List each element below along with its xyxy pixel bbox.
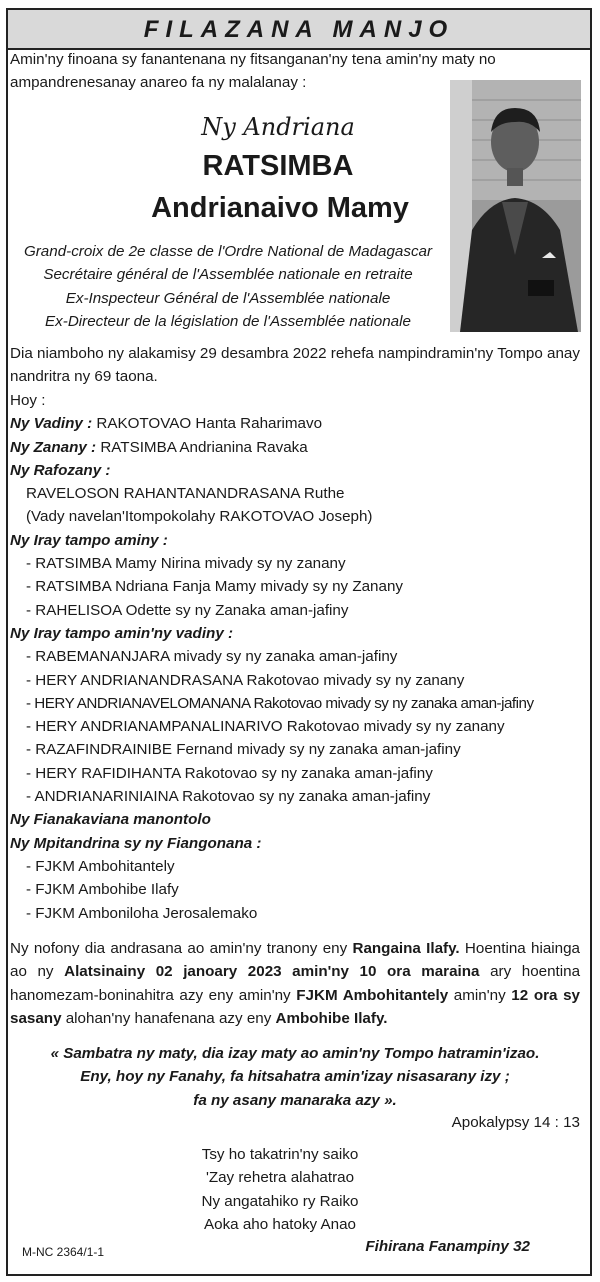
bible-quote bbox=[10, 1042, 580, 1112]
spouse-sibling-line: - HERY ANDRIANANDRASANA Rakotovao mivady sy ny zanany bbox=[26, 671, 465, 689]
verse-line: 'Zay rehetra alahatrao bbox=[205, 1169, 355, 1187]
spouse-row bbox=[10, 412, 580, 435]
child-row bbox=[10, 436, 580, 459]
whole-family-label: Ny Fianakaviana manontolo bbox=[10, 811, 211, 829]
hymn-verse bbox=[180, 1143, 380, 1236]
church-line: - FJKM Ambohibe Ilafy bbox=[26, 881, 179, 899]
siblings-label: Ny Iray tampo aminy : bbox=[10, 531, 168, 549]
spouse-sibling-line: - RAZAFINDRAINIBE Fernand mivady sy ny zanaka aman-jafiny bbox=[26, 741, 461, 759]
spouse-label: Ny Vadiny : bbox=[10, 415, 93, 433]
spouse-siblings-label: Ny Iray tampo amin'ny vadiny : bbox=[10, 624, 234, 642]
funeral-church: FJKM Ambohitantely bbox=[296, 986, 449, 1004]
spouse-sibling-line: - HERY ANDRIANAMPANALINARIVO Rakotovao mivady sy ny zanany bbox=[26, 718, 505, 736]
sibling-line: - RATSIMBA Mamy Nirina mivady sy ny zanany bbox=[26, 555, 346, 573]
inlaws-label: Ny Rafozany : bbox=[10, 461, 111, 479]
title-line: Ex-Inspecteur Général de l'Assemblée nationale bbox=[65, 289, 391, 307]
funeral-text: alohan'ny hanafenana azy eny bbox=[61, 1009, 276, 1027]
funeral-location: Rangaina Ilafy. bbox=[352, 940, 460, 957]
spouse-sibling-line: - RABEMANANJARA mivady sy ny zanaka aman-jafiny bbox=[26, 648, 398, 666]
sibling-line: - RAHELISOA Odette sy ny Zanaka aman-jafiny bbox=[26, 601, 349, 619]
hymn-reference: Fihirana Fanampiny 32 bbox=[365, 1238, 530, 1255]
church-line: - FJKM Ambohitantely bbox=[26, 857, 175, 875]
title-line: Secrétaire général de l'Assemblée nationale en retraite bbox=[43, 266, 413, 284]
sibling-line: - RATSIMBA Ndriana Fanja Mamy mivady sy ny Zanany bbox=[26, 578, 403, 596]
pastors-label: Ny Mpitandrina sy ny Fiangonana : bbox=[10, 834, 262, 852]
ad-code: M-NC 2364/1-1 bbox=[22, 1245, 105, 1259]
spouse-sibling-line: - HERY RAFIDIHANTA Rakotovao sy ny zanaka aman-jafiny bbox=[26, 764, 433, 782]
portrait-image bbox=[450, 80, 581, 332]
deceased-honorific: Ny Andriana bbox=[201, 113, 355, 141]
title-line: Ex-Directeur de la législation de l'Assemblée nationale bbox=[45, 312, 411, 330]
hoy-label: Hoy : bbox=[10, 392, 46, 409]
quote-line: fa ny asany manaraka azy ». bbox=[193, 1091, 397, 1109]
notice-header: FILAZANA MANJO bbox=[8, 10, 590, 50]
funeral-text: Hoentina hiainga ao ny bbox=[10, 940, 580, 981]
funeral-text: ary hoentina hanomezam-boninahitra azy eny amin'ny bbox=[10, 963, 581, 1004]
funeral-text: amin'ny bbox=[448, 986, 512, 1004]
deceased-given-names: Andrianaivo Mamy bbox=[151, 192, 409, 224]
title-line: Grand-croix de 2e classe de l'Ordre National de Madagascar bbox=[23, 243, 433, 260]
bible-reference: Apokalypsy 14 : 13 bbox=[451, 1114, 580, 1131]
funeral-date: Alatsinainy 02 janoary 2023 amin'ny 10 ora maraina bbox=[64, 963, 480, 981]
spouse-name: RAKOTOVAO Hanta Raharimavo bbox=[96, 415, 323, 433]
church-line: - FJKM Amboniloha Jerosalemako bbox=[26, 904, 258, 922]
burial-place: Ambohibe Ilafy. bbox=[275, 1009, 388, 1027]
quote-line: Eny, hoy ny Fanahy, fa hitsahatra amin'izay nisasarany izy ; bbox=[80, 1068, 510, 1086]
verse-line: Ny angatahiko ry Raiko bbox=[201, 1192, 359, 1210]
child-label: Ny Zanany : bbox=[10, 438, 97, 456]
child-name: RATSIMBA Andrianina Ravaka bbox=[100, 438, 308, 456]
inlaw-line: (Vady navelan'Itompokolahy RAKOTOVAO Joseph) bbox=[26, 508, 373, 526]
inlaw-line: RAVELOSON RAHANTANANDRASANA Ruthe bbox=[26, 485, 345, 503]
deceased-titles bbox=[8, 240, 448, 333]
quote-line: « Sambatra ny maty, dia izay maty ao amin'ny Tompo hatramin'izao. bbox=[50, 1045, 540, 1062]
deceased-portrait bbox=[450, 80, 581, 332]
spouse-sibling-line: - HERY ANDRIANAVELOMANANA Rakotovao mivady sy ny zanaka aman-jafiny bbox=[26, 694, 534, 712]
funeral-time: 12 ora sy sasany bbox=[10, 986, 580, 1027]
family-list bbox=[10, 389, 580, 925]
funeral-details bbox=[10, 937, 580, 1030]
verse-line: Aoka aho hatoky Anao bbox=[204, 1215, 356, 1233]
spouse-sibling-line: - ANDRIANARINIAINA Rakotovao sy ny zanaka aman-jafiny bbox=[26, 788, 431, 806]
death-notice: Dia niamboho ny alakamisy 29 desambra 2022 rehefa nampindramin'ny Tompo anay nandritra ny 69 taona. bbox=[10, 345, 580, 386]
funeral-text: Ny nofony dia andrasana ao amin'ny tranony eny bbox=[10, 940, 353, 957]
deceased-surname: RATSIMBA bbox=[202, 150, 354, 182]
verse-line: Tsy ho takatrin'ny saiko bbox=[201, 1146, 359, 1163]
intro-text: Amin'ny finoana sy fanantenana ny fitsanganan'ny tena amin'ny maty no ampandrenesanay anareo fa ny malalanay : bbox=[10, 51, 496, 92]
